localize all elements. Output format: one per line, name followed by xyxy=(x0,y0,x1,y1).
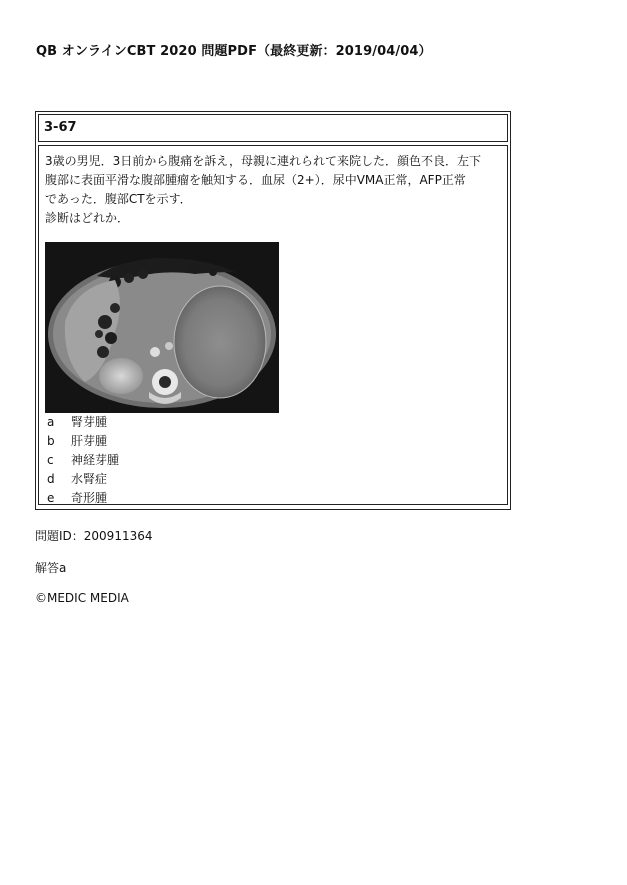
question-line: 診断はどれか． xyxy=(45,211,130,225)
question-line: であった．腹部CTを示す． xyxy=(45,192,192,206)
choice-d xyxy=(45,470,501,489)
ct-image xyxy=(45,242,279,413)
choice-text: 奇形腫 xyxy=(71,491,108,505)
answer-text: 解答a xyxy=(35,561,67,575)
choice-text: 腎芽腫 xyxy=(71,415,108,429)
question-number: 3-67 xyxy=(38,114,508,142)
choice-letter: d xyxy=(47,472,55,486)
choice-letter: c xyxy=(47,453,54,467)
choice-letter: e xyxy=(47,491,55,505)
choice-text: 水腎症 xyxy=(71,472,108,486)
choice-text: 神経芽腫 xyxy=(71,453,120,467)
question-body xyxy=(38,145,508,505)
choice-b xyxy=(45,432,501,451)
choice-letter: b xyxy=(47,434,55,448)
choice-text: 肝芽腫 xyxy=(71,434,108,448)
document-title: QB オンラインCBT 2020 問題PDF（最終更新：2019/04/04） xyxy=(36,44,432,59)
question-line: 腹部に表面平滑な腹部腫瘤を触知する．血尿（2+）．尿中VMA正常，AFP正常 xyxy=(45,173,466,187)
question-box xyxy=(35,111,511,510)
choices-list xyxy=(45,413,501,508)
choice-e xyxy=(45,489,501,508)
question-line: 3歳の男児．3日前から腹痛を訴え，母親に連れられて来院した．顔色不良．左下 xyxy=(45,154,481,168)
choice-letter: a xyxy=(47,415,55,429)
choice-c xyxy=(45,451,501,470)
choice-a xyxy=(45,413,501,432)
copyright: ©MEDIC MEDIA xyxy=(35,591,129,605)
question-id: 問題ID：200911364 xyxy=(35,529,153,543)
question-text xyxy=(45,152,501,228)
